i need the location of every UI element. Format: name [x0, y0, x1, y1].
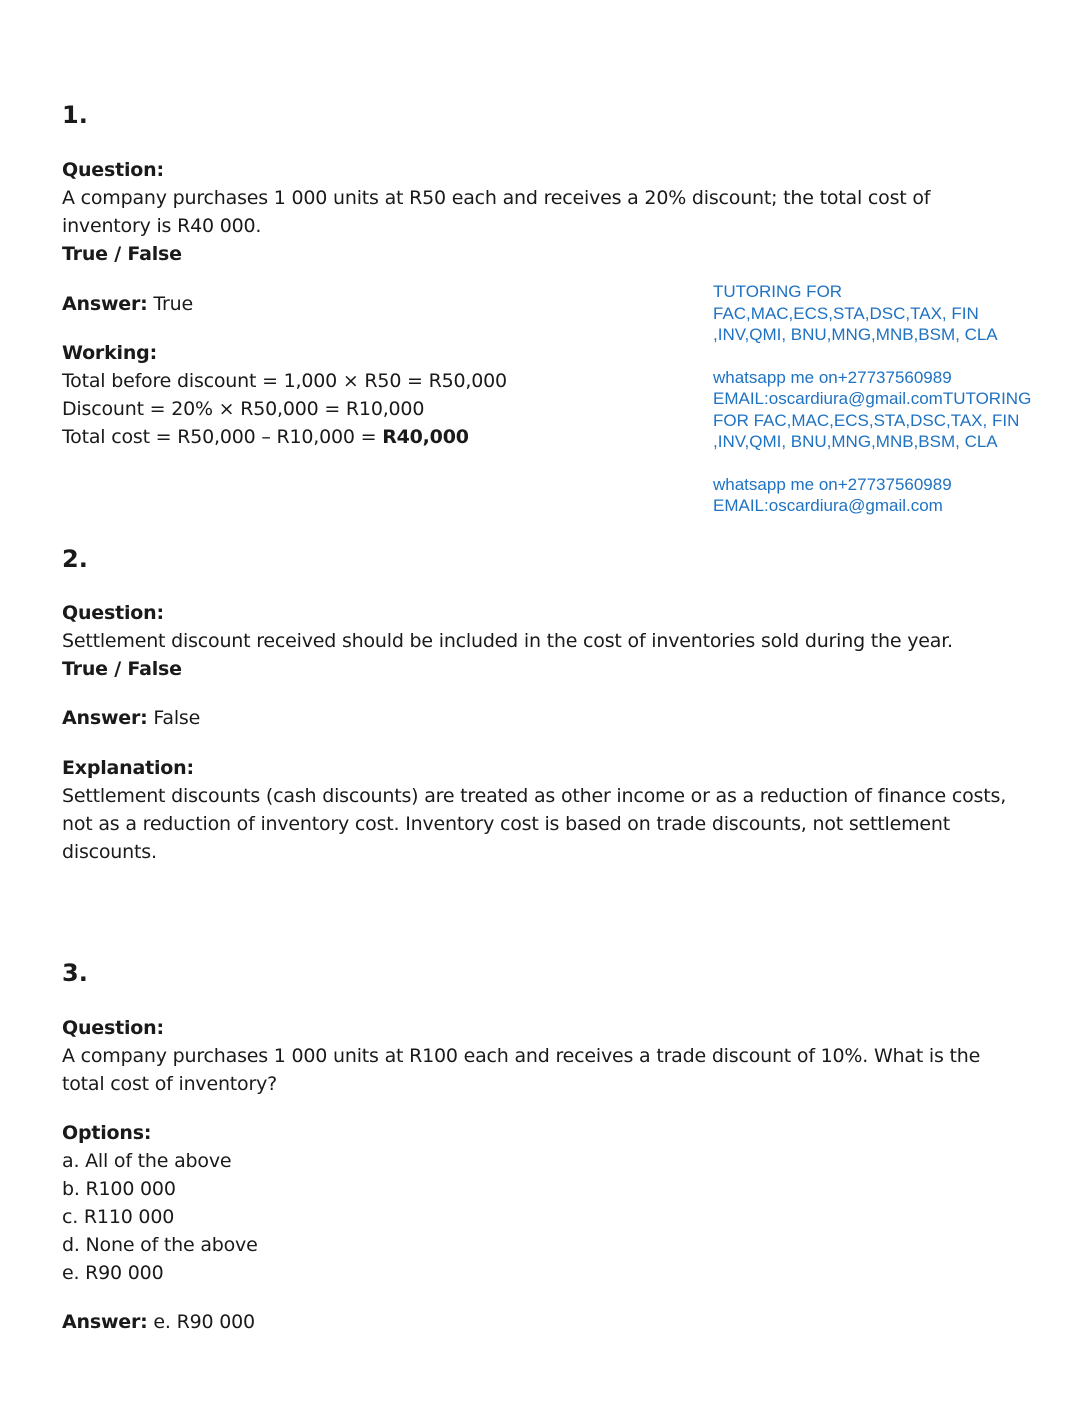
question-1-label: Question: — [62, 159, 164, 181]
watermark-line: EMAIL:oscardiura@gmail.com — [713, 496, 943, 515]
option-e: e. R90 000 — [62, 1262, 164, 1284]
working-1-label: Working: — [62, 342, 157, 364]
watermark-line: whatsapp me on+27737560989 — [713, 474, 952, 494]
watermark-gap — [713, 453, 1083, 474]
question-1-block — [62, 156, 1032, 268]
option-a: a. All of the above — [62, 1150, 232, 1172]
question-1-number: 1. — [62, 101, 88, 129]
answer-1-label: Answer: — [62, 293, 148, 315]
answer-1-value: True — [147, 293, 193, 315]
watermark-gap — [713, 346, 1083, 367]
question-3-options — [62, 1119, 1032, 1287]
watermark-line: whatsapp me on+27737560989 — [713, 367, 952, 387]
watermark-line: FAC,MAC,ECS,STA,DSC,TAX, FIN — [713, 303, 979, 323]
options-3-label: Options: — [62, 1122, 152, 1144]
option-d: d. None of the above — [62, 1234, 258, 1256]
watermark-line: ,INV,QMI, BNU,MNG,MNB,BSM, CLA — [713, 325, 998, 344]
watermark-line: EMAIL:oscardiura@gmail.comTUTORING — [713, 389, 1032, 408]
question-3-block — [62, 1014, 1032, 1098]
answer-2-value: False — [147, 707, 201, 729]
answer-3-label: Answer: — [62, 1311, 148, 1333]
question-2-block — [62, 599, 1032, 683]
question-1-text: A company purchases 1 000 units at R50 each and receives a 20% discount; the total cost of inventory is R40 000. — [62, 187, 931, 237]
question-2-explanation — [62, 754, 1032, 866]
working-1-line-2: Discount = 20% × R50,000 = R10,000 — [62, 398, 425, 420]
question-3-label: Question: — [62, 1017, 164, 1039]
question-2-text: Settlement discount received should be included in the cost of inventories sold during the year. — [62, 630, 953, 652]
option-c: c. R110 000 — [62, 1206, 175, 1228]
question-3-text: A company purchases 1 000 units at R100 each and receives a trade discount of 10%. What is the total cost of inventory? — [62, 1045, 981, 1095]
watermark-line: TUTORING FOR — [713, 282, 843, 301]
watermark-line: ,INV,QMI, BNU,MNG,MNB,BSM, CLA — [713, 432, 998, 451]
question-2-label: Question: — [62, 602, 164, 624]
question-3-answer — [62, 1308, 1032, 1336]
answer-2-label: Answer: — [62, 707, 148, 729]
watermark-line: FOR FAC,MAC,ECS,STA,DSC,TAX, FIN — [713, 410, 1020, 430]
explanation-2-text: Settlement discounts (cash discounts) are treated as other income or as a reduction of finance costs, not as a reduction of inventory cost. Inventory cost is based on trade discounts, not settlement discounts. — [62, 785, 1007, 863]
explanation-2-label: Explanation: — [62, 757, 194, 779]
answer-3-value: e. R90 000 — [147, 1311, 255, 1333]
tutoring-watermark — [713, 281, 1083, 517]
working-1-line-3-prefix: Total cost = R50,000 – R10,000 = — [62, 426, 383, 448]
working-1-line-3-total: R40,000 — [382, 426, 469, 448]
question-1-true-false: True / False — [62, 243, 182, 265]
question-3-number: 3. — [62, 959, 88, 987]
question-2-true-false: True / False — [62, 658, 182, 680]
option-b: b. R100 000 — [62, 1178, 176, 1200]
question-2-answer — [62, 704, 1032, 732]
question-2-number: 2. — [62, 545, 88, 573]
working-1-line-1: Total before discount = 1,000 × R50 = R50,000 — [62, 370, 507, 392]
